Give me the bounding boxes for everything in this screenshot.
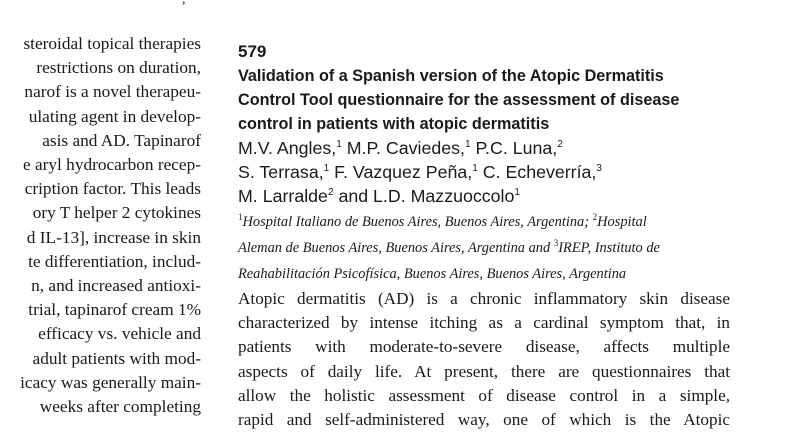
author-line-superscript: 2	[557, 139, 563, 150]
abstract-title	[238, 64, 730, 136]
affiliation-line-text: Reahabilitación Psicofísica, Buenos Aires, Buenos Aires, Argentina	[238, 266, 627, 282]
author-line-superscript: 1	[464, 139, 471, 150]
left-line: ulating agent in develop-	[28, 106, 201, 126]
author-line-text: S. Terrasa,	[238, 162, 324, 182]
affiliation-line-superscript: 1	[238, 212, 243, 222]
affiliations	[238, 209, 730, 287]
affiliation-line	[238, 209, 730, 235]
left-column-text	[0, 32, 201, 419]
author-line-text: M.P. Caviedes,	[341, 138, 465, 158]
author-line-text: M. Larralde	[238, 186, 328, 206]
author-line-text: C. Echeverría,	[477, 162, 597, 182]
left-line: adult patients with mod-	[32, 348, 201, 368]
author-line	[238, 184, 730, 208]
author-line-text: M.V. Angles,	[238, 138, 337, 158]
left-line: icacy was generally main-	[20, 372, 201, 392]
author-line-superscript: 1	[323, 163, 330, 174]
left-line: narof is a novel therapeu-	[24, 82, 201, 102]
author-line-superscript: 3	[596, 163, 602, 174]
body-line: allow the holistic assessment of disease control in a simple,	[238, 385, 730, 405]
affiliation-line-superscript: 2	[592, 212, 598, 222]
body-line: aspects of daily life. At present, there are questionnaires that	[238, 361, 730, 381]
author-line-text: and L.D. Mazzuoccolo	[333, 186, 515, 206]
page-edge-mark	[182, 0, 192, 4]
body-line: rapid and self-administered way, one of which is the Atopic	[238, 410, 730, 430]
affiliation-line-superscript: 3	[553, 238, 559, 248]
left-line: steroidal topical therapies	[23, 34, 201, 53]
left-line: e aryl hydrocarbon recep-	[23, 155, 201, 175]
body-line: characterized by intense itching as a cardinal symptom that, in	[238, 313, 730, 333]
left-line: cription factor. This leads	[24, 179, 201, 199]
left-line: restrictions on duration,	[36, 58, 201, 78]
body-line: patients with moderate-to-severe disease, affects multiple	[238, 337, 730, 357]
author-line-superscript: 1	[514, 187, 520, 198]
left-line: trial, tapinarof cream 1%	[28, 300, 201, 320]
left-line: asis and AD. Tapinarof	[42, 130, 201, 150]
left-line: efficacy vs. vehicle and	[38, 324, 201, 344]
author-line	[238, 160, 730, 184]
abstract-body	[238, 287, 730, 432]
abstract-number: 579	[238, 42, 267, 61]
author-line-superscript: 1	[472, 163, 478, 174]
left-line: ory T helper 2 cytokines	[32, 203, 201, 223]
title-line: Validation of a Spanish version of the Atopic Dermatitis	[238, 67, 664, 85]
affiliation-line-text: Hospital Italiano de Buenos Aires, Buenos Aires, Argentina;	[242, 214, 593, 230]
author-line-superscript: 2	[327, 187, 334, 198]
affiliation-line-text: Hospital	[597, 214, 647, 230]
left-line: te differentiation, includ-	[28, 251, 201, 271]
title-line: Control Tool questionnaire for the assessment of disease	[238, 91, 680, 109]
author-line	[238, 136, 730, 160]
left-line: n, and increased antioxi-	[31, 276, 201, 296]
affiliation-line	[238, 261, 730, 287]
author-line-superscript: 1	[336, 139, 342, 150]
title-line: control in patients with atopic dermatitis	[238, 115, 550, 133]
author-line-text: P.C. Luna,	[470, 138, 558, 158]
abstract-column	[238, 40, 730, 432]
author-list	[238, 136, 730, 208]
left-line: d IL-13], increase in skin	[26, 227, 201, 247]
affiliation-line-text: IREP, Instituto de	[558, 240, 660, 256]
author-line-text: F. Vazquez Peña,	[329, 162, 473, 182]
left-line: weeks after completing	[39, 397, 201, 417]
body-line: Atopic dermatitis (AD) is a chronic inflammatory skin disease	[238, 289, 730, 308]
affiliation-line-text: Aleman de Buenos Aires, Buenos Aires, Argentina and	[238, 240, 554, 256]
affiliation-line	[238, 235, 730, 261]
